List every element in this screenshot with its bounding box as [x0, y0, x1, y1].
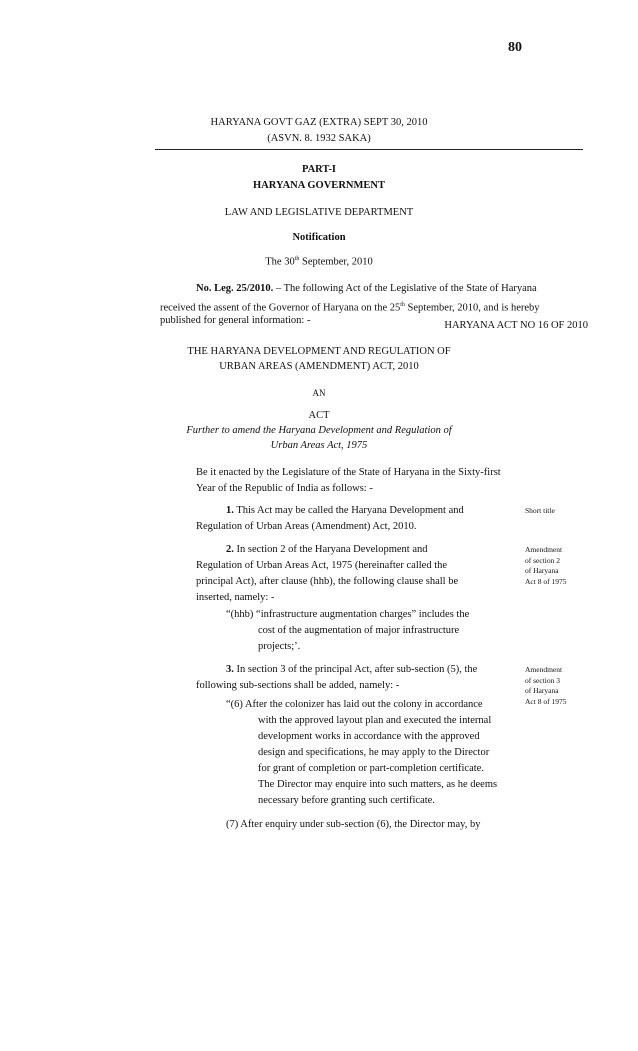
gazette-header: HARYANA GOVT GAZ (EXTRA) SEPT 30, 2010: [210, 117, 428, 128]
subsection-6-line-2: with the approved layout plan and executed the internal: [258, 715, 492, 726]
subsection-6-line-3: development works in accordance with the approved: [258, 731, 480, 742]
notice-line-2: received the assent of the Governor of Haryana on the 25th September, 2010, and is hereby: [160, 302, 540, 314]
clause-hhb-line-3: projects;’.: [258, 641, 301, 652]
act-title-line-2: URBAN AREAS (AMENDMENT) ACT, 2010: [219, 361, 419, 372]
section-3-line-1: 3. In section 3 of the principal Act, after sub-section (5), the: [226, 664, 478, 675]
subsection-7-line-1: (7) After enquiry under sub-section (6), the Director may, by: [226, 819, 481, 830]
subsection-6-line-5: for grant of completion or part-completion certificate.: [258, 763, 484, 774]
notice-line-3: published for general information: -: [160, 315, 311, 326]
section-2-line-2: Regulation of Urban Areas Act, 1975 (hereinafter called the: [196, 560, 448, 571]
act-label: ACT: [308, 410, 330, 421]
subsection-6-line-7: necessary before granting such certificate.: [258, 795, 435, 806]
header-rule: [155, 149, 583, 150]
act-number: HARYANA ACT NO 16 OF 2010: [444, 320, 588, 331]
section-2-line-3: principal Act), after clause (hhb), the following clause shall be: [196, 576, 459, 587]
clause-hhb-line-1: “(hhb) “infrastructure augmentation charges” includes the: [226, 609, 470, 620]
long-title-line-2: Urban Areas Act, 1975: [270, 440, 368, 451]
marginal-note-section-2: Amendment of section 2 of Haryana Act 8 of 1975: [525, 545, 567, 586]
act-title-line-1: THE HARYANA DEVELOPMENT AND REGULATION OF: [187, 346, 451, 357]
notification-date: The 30th September, 2010: [265, 256, 373, 268]
subsection-6-line-6: The Director may enquire into such matters, as he deems: [258, 779, 498, 790]
long-title-line-1: Further to amend the Haryana Development and Regulation of: [186, 425, 452, 436]
section-1-line-1: 1. This Act may be called the Haryana Development and: [226, 505, 464, 516]
subsection-6-line-1: “(6) After the colonizer has laid out the colony in accordance: [226, 699, 483, 710]
page-number: 80: [508, 40, 522, 55]
gazette-date-saka: (ASVN. 8. 1932 SAKA): [267, 133, 371, 144]
enactment-line-2: Year of the Republic of India as follows: -: [196, 483, 373, 494]
part-heading: PART-I: [301, 164, 337, 175]
subsection-6-line-4: design and specifications, he may apply to the Director: [258, 747, 490, 758]
section-2-line-1: 2. In section 2 of the Haryana Development and: [226, 544, 428, 555]
section-2-line-4: inserted, namely: -: [196, 592, 275, 603]
government-heading: HARYANA GOVERNMENT: [253, 180, 385, 191]
department-heading: LAW AND LEGISLATIVE DEPARTMENT: [224, 207, 414, 218]
marginal-note-section-1: Short title: [525, 506, 555, 515]
notification-heading: Notification: [292, 232, 346, 243]
notice-line-1: No. Leg. 25/2010. – The following Act of the Legislative of the State of Haryana: [196, 283, 537, 294]
section-3-line-2: following sub-sections shall be added, namely: -: [196, 680, 400, 691]
an-label: AN: [312, 388, 326, 398]
marginal-note-section-3: Amendment of section 3 of Haryana Act 8 of 1975: [525, 665, 567, 706]
clause-hhb-line-2: cost of the augmentation of major infrastructure: [258, 625, 460, 636]
section-1-line-2: Regulation of Urban Areas (Amendment) Act, 2010.: [196, 521, 417, 532]
enactment-line-1: Be it enacted by the Legislature of the State of Haryana in the Sixty-first: [196, 467, 501, 478]
